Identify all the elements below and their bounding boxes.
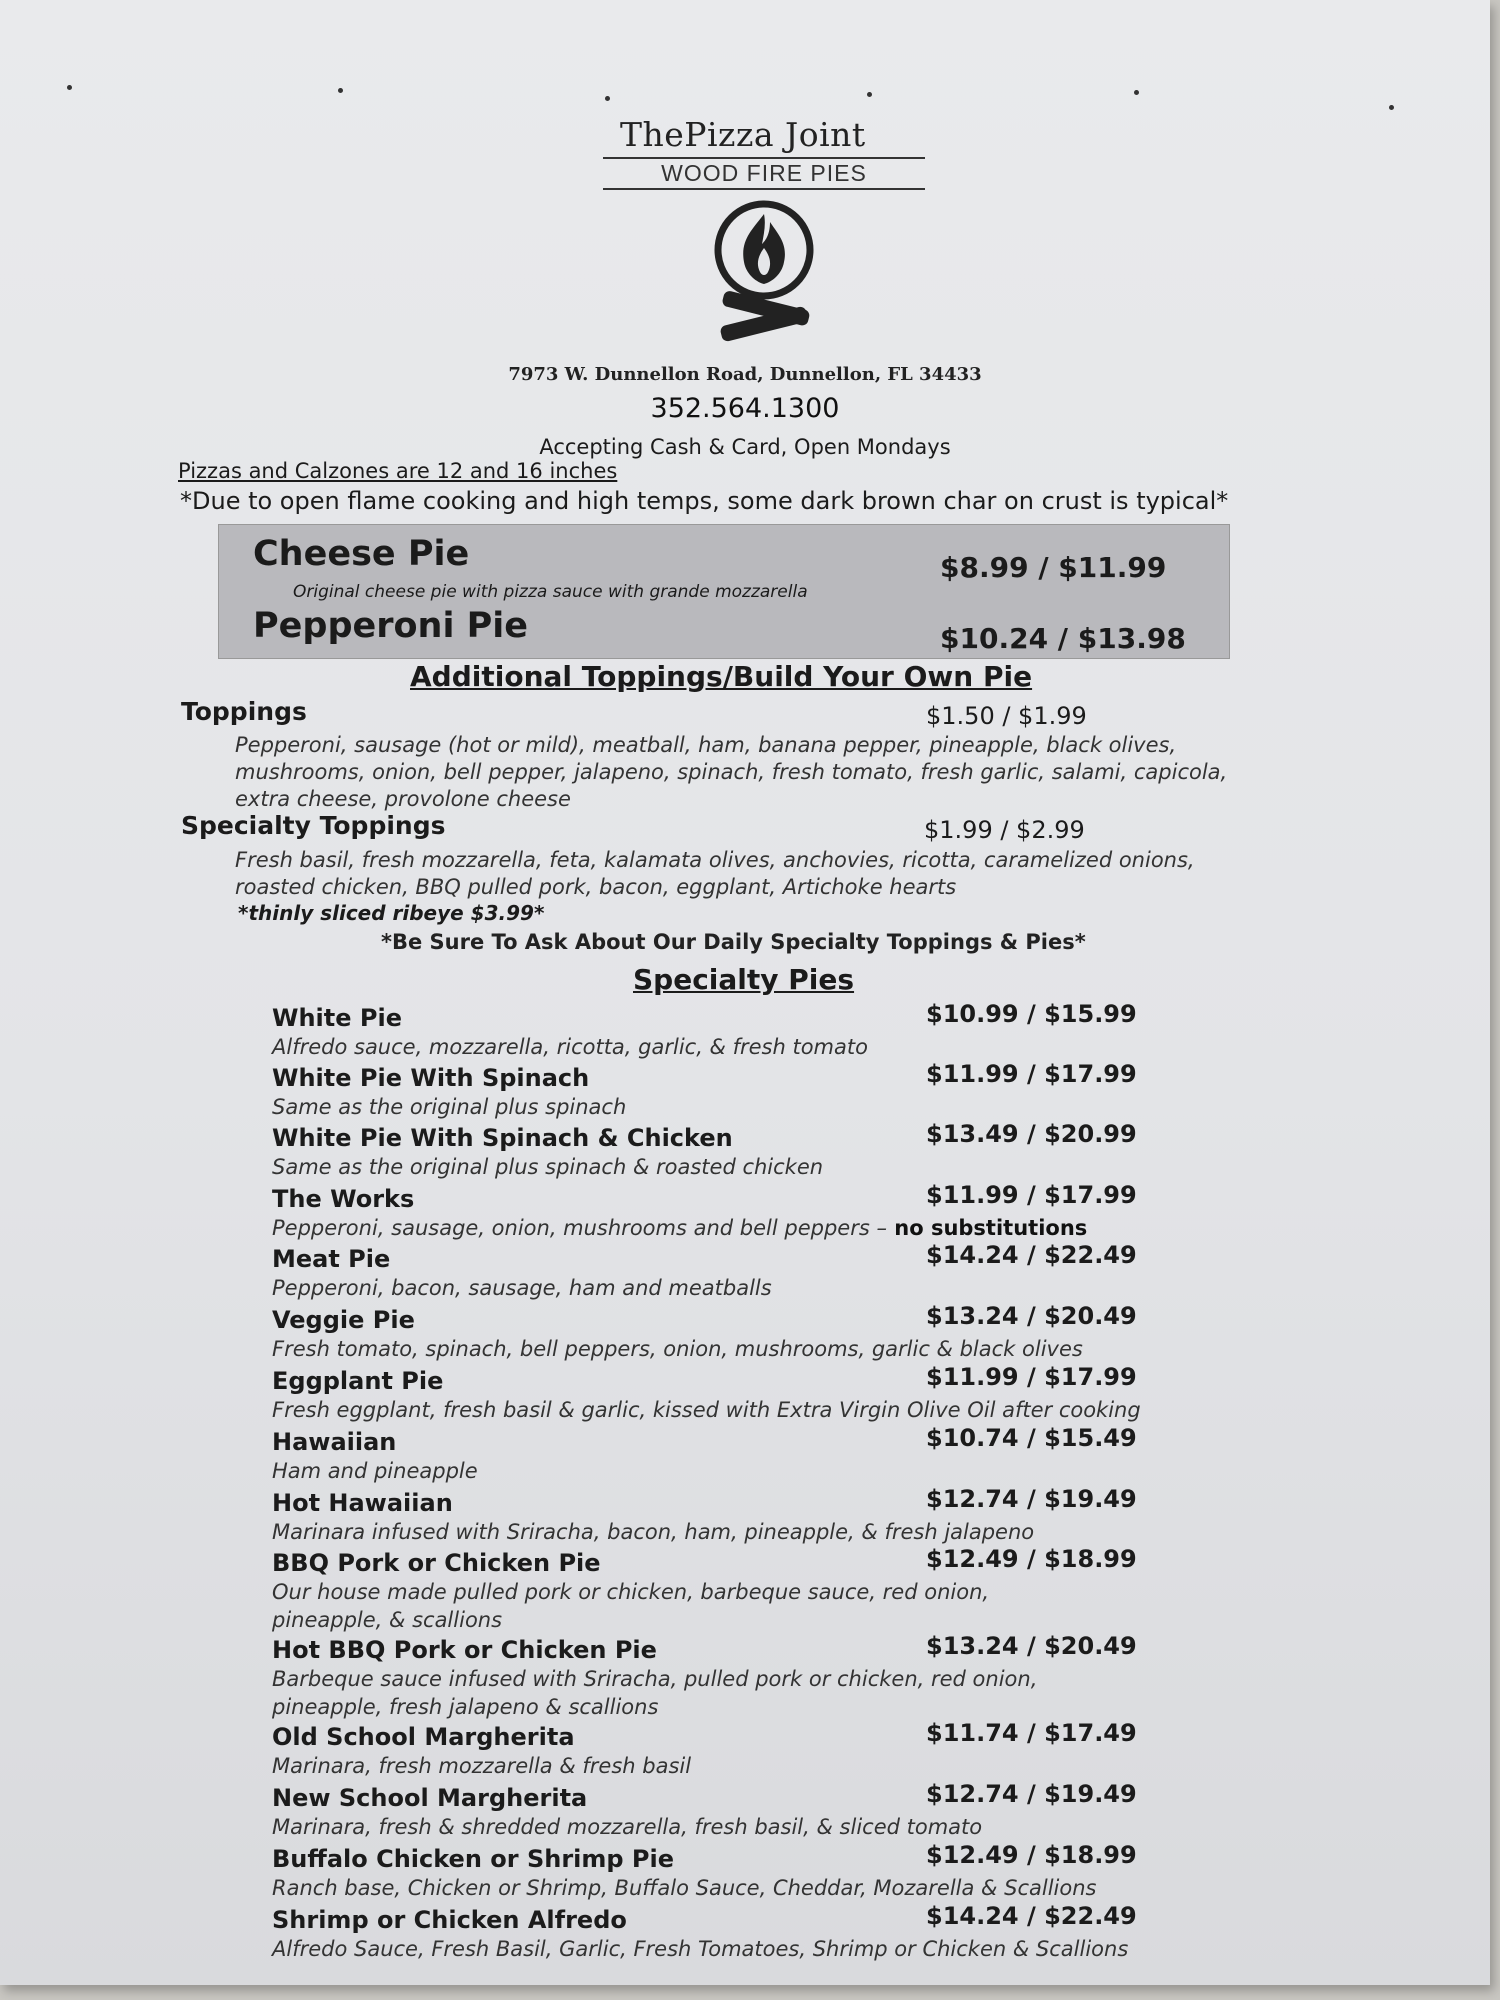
pie-price: $13.24 / $20.49 [926,1632,1137,1660]
no-substitutions-note: no substitutions [886,1216,1088,1240]
pie-description [272,1153,823,1181]
pie-description [272,1518,1034,1546]
pie-description [272,1335,1083,1363]
toppings-heading: Additional Toppings/Build Your Own Pie [410,660,1033,693]
pie-name: The Works [272,1185,415,1213]
pie-description [272,1935,1128,1963]
specialty-toppings-label: Specialty Toppings [181,811,446,840]
specialty-toppings-price: $1.99 / $2.99 [924,816,1085,844]
pie-price: $12.49 / $18.99 [926,1841,1137,1869]
toppings-label: Toppings [181,697,307,726]
toppings-desc-line: Pepperoni, sausage (hot or mild), meatball, ham, banana pepper, pineapple, black olives, [235,733,1177,757]
char-note: *Due to open flame cooking and high temps, some dark brown char on crust is typical* [180,487,1229,515]
pie-description [272,1396,1141,1424]
pie-description-text: Fresh tomato, spinach, bell peppers, onion, mushrooms, garlic & black olives [272,1337,1083,1361]
paper-mark [867,92,872,97]
specialty-desc-line: roasted chicken, BBQ pulled pork, bacon, eggplant, Artichoke hearts [235,875,957,899]
featured-item-name: Cheese Pie [253,534,470,574]
brand-name: ThePizza Joint [620,115,866,154]
pie-description [272,1752,691,1780]
pie-price: $10.99 / $15.99 [926,1000,1137,1028]
phone-number: 352.564.1300 [650,393,840,424]
brand-rule [603,188,925,190]
pie-name: Eggplant Pie [272,1367,444,1395]
pie-description [272,1874,1096,1902]
pie-description-text: Same as the original plus spinach [272,1095,627,1119]
specialty-pies-heading: Specialty Pies [633,963,855,996]
pie-description-text: Ranch base, Chicken or Shrimp, Buffalo Sauce, Cheddar, Mozarella & Scallions [272,1876,1097,1900]
pie-description-text: Barbeque sauce infused with Sriracha, pulled pork or chicken, red onion, [272,1667,1038,1691]
featured-item-name: Pepperoni Pie [253,606,529,646]
pie-description-text: Marinara, fresh & shredded mozzarella, fresh basil, & sliced tomato [272,1815,983,1839]
pie-price: $14.24 / $22.49 [926,1902,1137,1930]
paper-mark [1134,90,1139,95]
pie-price: $12.49 / $18.99 [926,1545,1137,1573]
pie-description [272,1457,478,1485]
pie-description-text: pineapple, fresh jalapeno & scallions [272,1695,659,1719]
pie-price: $14.24 / $22.49 [926,1241,1137,1269]
pie-name: White Pie With Spinach [272,1064,590,1092]
brand-rule [603,157,925,159]
pie-name: Meat Pie [272,1245,391,1273]
fire-logo-icon [712,200,816,350]
pie-name: Buffalo Chicken or Shrimp Pie [272,1845,675,1873]
pie-description-text: Fresh eggplant, fresh basil & garlic, kissed with Extra Virgin Olive Oil after cooking [272,1398,1141,1422]
pie-description [272,1665,1037,1693]
pie-name: White Pie [272,1004,402,1032]
pie-price: $13.24 / $20.49 [926,1302,1137,1330]
pie-description [272,1033,868,1061]
payment-note: Accepting Cash & Card, Open Mondays [539,435,951,459]
pie-price: $13.49 / $20.99 [926,1120,1137,1148]
pie-name: Hot Hawaiian [272,1489,453,1517]
pie-description [272,1274,772,1302]
pie-description [272,1214,1087,1242]
pie-name: New School Margherita [272,1784,588,1812]
pie-price: $12.74 / $19.49 [926,1780,1137,1808]
pie-name: Shrimp or Chicken Alfredo [272,1906,627,1934]
pie-description-text: Pepperoni, bacon, sausage, ham and meatballs [272,1276,772,1300]
pie-description [272,1578,989,1606]
pie-description-text: Pepperoni, sausage, onion, mushrooms and bell peppers – [272,1216,887,1240]
pie-name: Veggie Pie [272,1306,415,1334]
paper-mark [605,96,610,101]
size-note: Pizzas and Calzones are 12 and 16 inches [178,459,618,483]
pie-name: Hawaiian [272,1428,397,1456]
pie-description-text: Marinara, fresh mozzarella & fresh basil [272,1754,692,1778]
featured-item-price: $10.24 / $13.98 [940,622,1186,655]
pie-name: Old School Margherita [272,1723,575,1751]
pie-price: $11.99 / $17.99 [926,1181,1137,1209]
pie-price: $11.74 / $17.49 [926,1719,1137,1747]
daily-specials-note: *Be Sure To Ask About Our Daily Specialty Toppings & Pies* [381,930,1086,954]
pie-description-text: Alfredo Sauce, Fresh Basil, Garlic, Fresh Tomatoes, Shrimp or Chicken & Scallions [272,1937,1129,1961]
brand-subtitle: WOOD FIRE PIES [661,160,867,186]
pie-price: $12.74 / $19.49 [926,1485,1137,1513]
pie-price: $11.99 / $17.99 [926,1363,1137,1391]
toppings-desc-line: extra cheese, provolone cheese [235,787,571,811]
pie-description [272,1093,626,1121]
pie-price: $11.99 / $17.99 [926,1060,1137,1088]
toppings-price: $1.50 / $1.99 [926,702,1087,730]
pie-price: $10.74 / $15.49 [926,1424,1137,1452]
pie-description-text: pineapple, & scallions [272,1608,503,1632]
toppings-desc-line: mushrooms, onion, bell pepper, jalapeno, spinach, fresh tomato, fresh garlic, salami, capicola, [235,760,1228,784]
featured-item-desc: Original cheese pie with pizza sauce with grande mozzarella [293,582,808,602]
pie-description [272,1693,658,1721]
pie-description [272,1813,982,1841]
ribeye-note: *thinly sliced ribeye $3.99* [238,901,545,925]
pie-description [272,1606,502,1634]
paper-mark [338,88,343,93]
pie-name: White Pie With Spinach & Chicken [272,1124,733,1152]
pie-description-text: Same as the original plus spinach & roasted chicken [272,1155,824,1179]
featured-item-price: $8.99 / $11.99 [940,551,1167,584]
pie-name: Hot BBQ Pork or Chicken Pie [272,1636,657,1664]
pie-description-text: Marinara infused with Sriracha, bacon, ham, pineapple, & fresh jalapeno [272,1520,1035,1544]
paper-mark [1389,105,1394,110]
pie-description-text: Alfredo sauce, mozzarella, ricotta, garlic, & fresh tomato [272,1035,868,1059]
pie-description-text: Our house made pulled pork or chicken, barbeque sauce, red onion, [272,1580,990,1604]
specialty-desc-line: Fresh basil, fresh mozzarella, feta, kalamata olives, anchovies, ricotta, caramelized onions, [235,848,1195,872]
pie-name: BBQ Pork or Chicken Pie [272,1549,601,1577]
pie-description-text: Ham and pineapple [272,1459,478,1483]
paper-mark [67,85,72,90]
address: 7973 W. Dunnellon Road, Dunnellon, FL 34433 [508,364,982,385]
